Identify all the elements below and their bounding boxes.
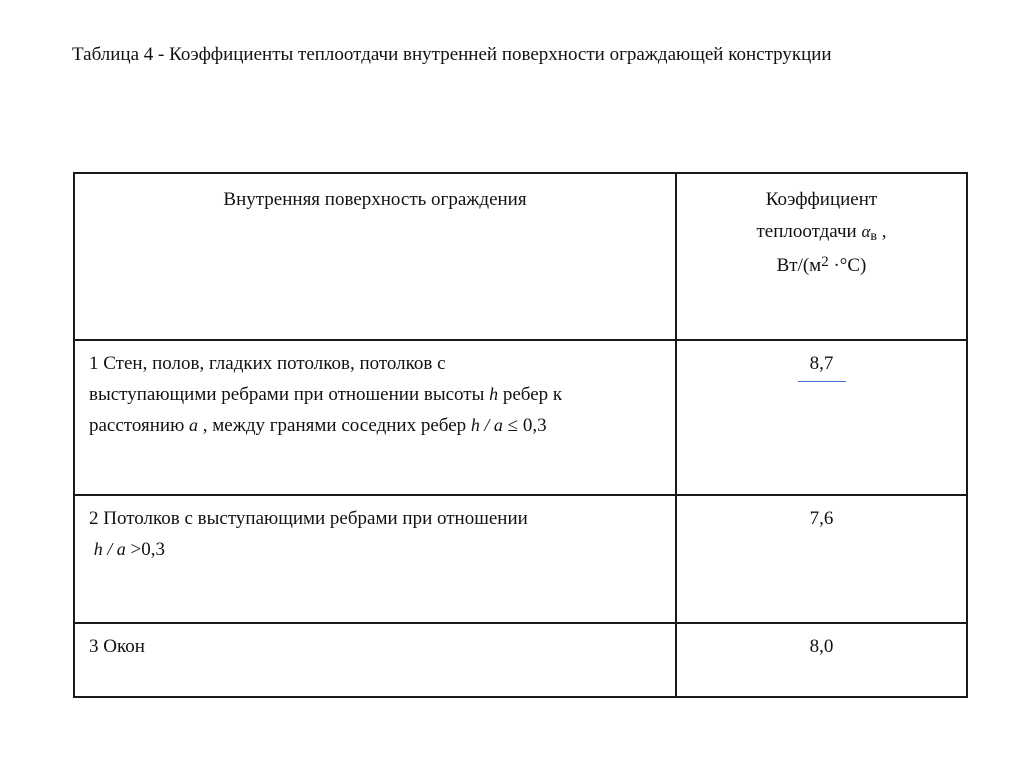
- row3-surface-cell: [74, 623, 676, 697]
- header-coefficient-cell: [676, 173, 967, 340]
- row3-value: 8,0: [809, 636, 834, 657]
- table-row: [74, 340, 967, 495]
- row1-line1: 1 Стен, полов, гладких потолков, потолков с: [89, 353, 446, 374]
- row2-value-cell: [676, 495, 967, 623]
- row1-line2: выступающими ребрами при отношении высоты h ребер к: [89, 384, 563, 405]
- table-caption: Таблица 4 - Коэффициенты теплоотдачи внутренней поверхности ограждающей конструкции: [72, 44, 832, 65]
- table-row: [74, 623, 967, 697]
- underline-mark: [798, 381, 846, 382]
- header-surface-cell: [74, 173, 676, 340]
- row1-value: 8,7: [809, 353, 834, 374]
- row2-line2: h / a >0,3: [93, 539, 165, 560]
- alpha-symbol: α: [861, 222, 871, 241]
- row3-line1: 3 Окон: [89, 636, 145, 657]
- header-surface-label: Внутренняя поверхность ограждения: [223, 189, 527, 210]
- row3-value-cell: [676, 623, 967, 697]
- header-coefficient-unit: $Вт/(м^2 \cdot^\circ С)$: [776, 254, 867, 276]
- header-coefficient-line1: Коэффициент: [765, 189, 878, 210]
- var-a: a: [189, 415, 199, 435]
- row2-value: 7,6: [809, 508, 834, 529]
- header-coefficient-line2: теплоотдачи αв ,: [756, 221, 887, 244]
- ratio-h-a: h / a: [93, 539, 126, 559]
- heat-transfer-table: [73, 172, 968, 698]
- row2-surface-cell: [74, 495, 676, 623]
- row1-line3: расстоянию a , между гранями соседних ребер h / a ≤ 0,3: [89, 415, 547, 436]
- unit-superscript: 2: [821, 254, 829, 270]
- row2-line1: 2 Потолков с выступающими ребрами при отношении: [89, 508, 528, 529]
- alpha-subscript: в: [870, 229, 878, 244]
- row1-surface-cell: [74, 340, 676, 495]
- row1-value-cell: [676, 340, 967, 495]
- ratio-h-a: h / a: [470, 415, 503, 435]
- table-row: [74, 495, 967, 623]
- var-h: h: [489, 384, 499, 404]
- table-header-row: [74, 173, 967, 340]
